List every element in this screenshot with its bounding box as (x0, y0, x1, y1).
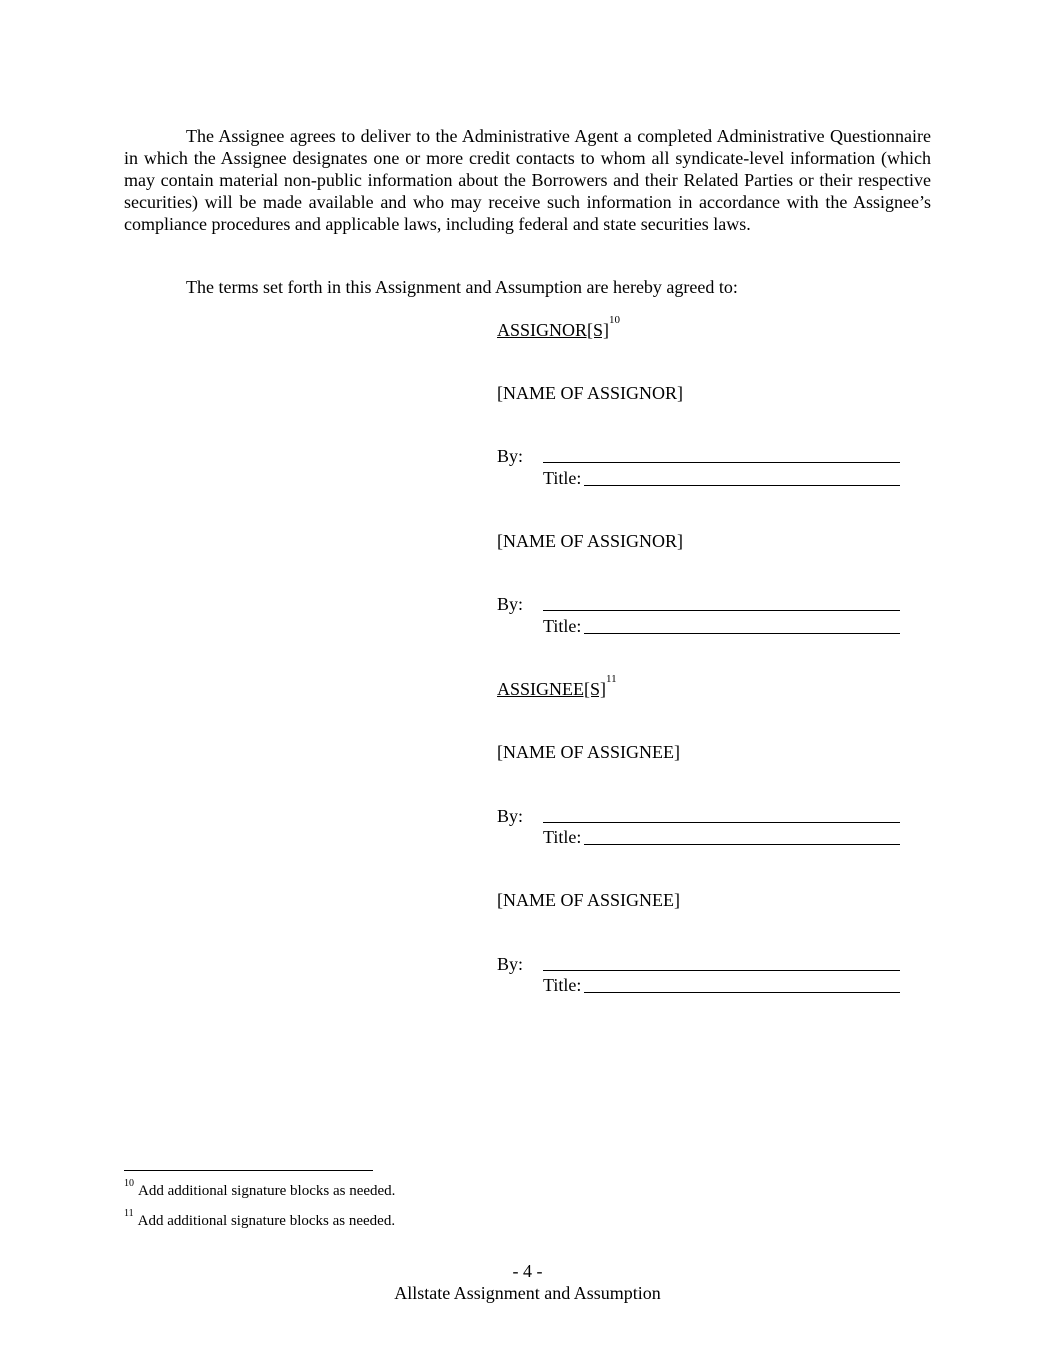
assignor-heading-text: ASSIGNOR[S] (497, 320, 610, 340)
assignor-heading (497, 314, 621, 341)
footnote-11 (124, 1208, 396, 1230)
assignor-name-2: [NAME OF ASSIGNOR] (497, 531, 684, 551)
assignor-2-title-label: Title: (543, 616, 582, 636)
assignor-2-title-line (584, 633, 900, 634)
assignee-2-signature-line (543, 970, 900, 971)
assignee-footnote-ref: 11 (606, 673, 617, 685)
assignor-2-by-label: By: (497, 594, 524, 614)
page-number: - 4 - (512, 1261, 543, 1281)
assignee-1-by-label: By: (497, 806, 524, 826)
assignee-1-signature-line (543, 822, 900, 823)
footer-document-title: Allstate Assignment and Assumption (394, 1283, 661, 1303)
assignor-name-1: [NAME OF ASSIGNOR] (497, 383, 684, 403)
assignee-heading (497, 673, 617, 700)
assignor-1-title-label: Title: (543, 468, 582, 488)
footnote-11-number: 11 (124, 1208, 134, 1219)
assignor-1-title-line (584, 485, 900, 486)
delivery-paragraph: The Assignee agrees to deliver to the Administrative Agent a completed Administrative Questionnaire in which the Assignee designates one or more credit contacts to whom all syndicate-level information (which may contain material non-public information about the Borrowers and their Related Parties or their respective securities) will be made available and who may receive such information in accordance with the Assignee’s compliance procedures and applicable laws, including federal and state securities laws. (124, 126, 931, 234)
assignor-1-signature-line (543, 462, 900, 463)
footnote-10 (124, 1178, 396, 1200)
assignee-name-2: [NAME OF ASSIGNEE] (497, 890, 681, 910)
assignor-footnote-ref: 10 (609, 314, 621, 326)
assignee-1-title-label: Title: (543, 827, 582, 847)
agreement-paragraph: The terms set forth in this Assignment and Assumption are hereby agreed to: (186, 277, 738, 297)
footnote-11-text: Add additional signature blocks as needed. (137, 1213, 396, 1229)
assignee-2-title-line (584, 992, 900, 993)
assignor-1-by-label: By: (497, 446, 524, 466)
footnote-10-number: 10 (124, 1178, 134, 1189)
assignee-name-1: [NAME OF ASSIGNEE] (497, 742, 681, 762)
assignee-1-title-line (584, 844, 900, 845)
assignee-2-title-label: Title: (543, 975, 582, 995)
footnote-10-text: Add additional signature blocks as needed. (138, 1183, 396, 1199)
assignee-heading-text: ASSIGNEE[S] (497, 679, 607, 699)
assignor-2-signature-line (543, 610, 900, 611)
footnote-separator (124, 1170, 373, 1171)
assignee-2-by-label: By: (497, 954, 524, 974)
